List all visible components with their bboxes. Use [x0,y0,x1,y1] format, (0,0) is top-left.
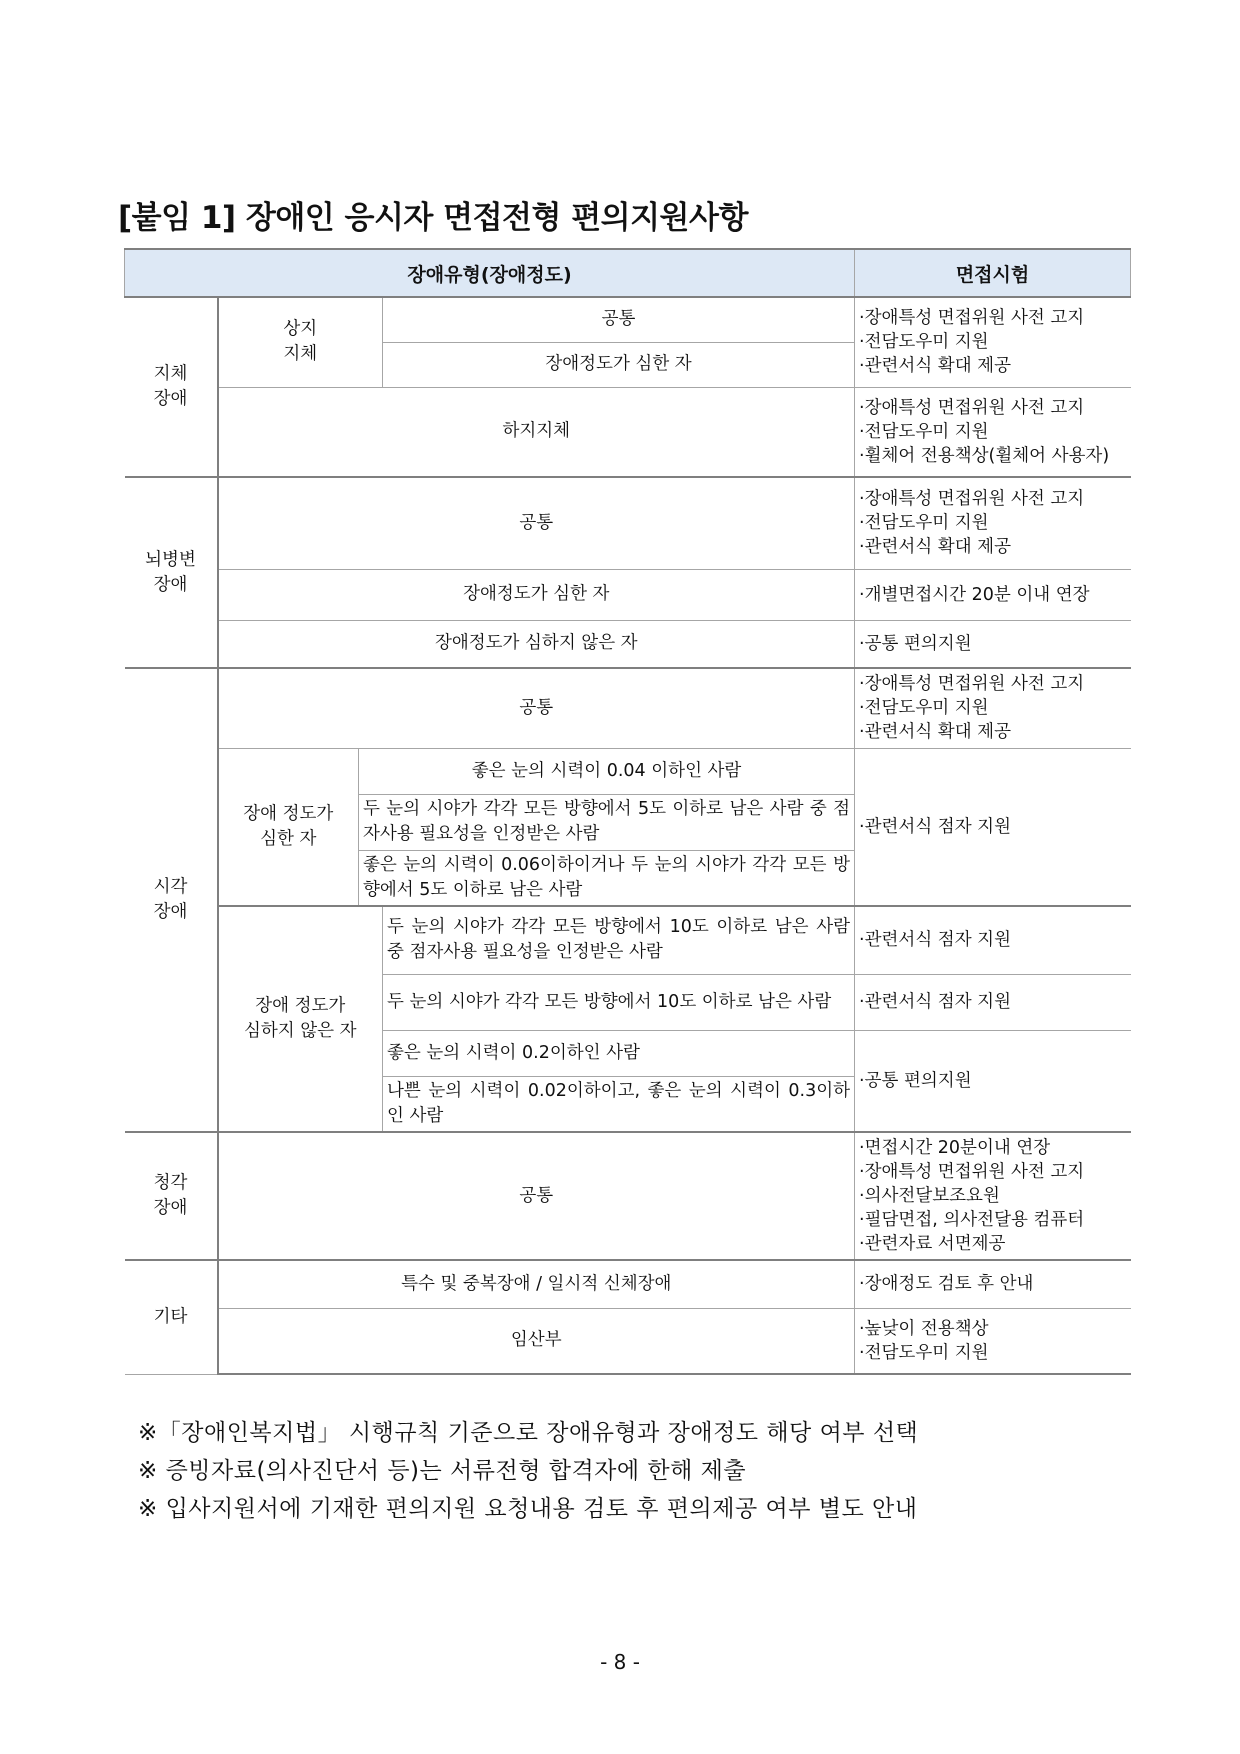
visual-mild-criterion-4: 나쁜 눈의 시력이 0.02이하이고, 좋은 눈의 시력이 0.3이하인 사람 [383,1076,855,1132]
visual-severe-support: ·관련서식 점자 지원 [855,748,1131,906]
visual-severe-criterion-2: 두 눈의 시야가 각각 모든 방향에서 5도 이하로 남은 사람 중 점자사용 필요성을 인정받은 사람 [359,794,855,850]
category-physical: 지체 장애 [125,297,218,477]
notes [138,1414,918,1528]
note-3: ※ 입사지원서에 기재한 편의지원 요청내용 검토 후 편의제공 여부 별도 안내 [138,1496,918,1522]
visual-mild-label: 장애 정도가 심하지 않은 자 [218,906,383,1132]
brain-mild-support: ·공통 편의지원 [855,620,1131,668]
brain-mild: 장애정도가 심하지 않은 자 [218,620,855,668]
brain-common-support: ·장애특성 면접위원 사전 고지 ·전담도우미 지원 ·관련서식 확대 제공 [855,477,1131,569]
support-table [124,248,1131,1375]
visual-mild-support-1: ·관련서식 점자 지원 [855,906,1131,974]
table-row [125,620,1131,668]
page-number: - 8 - [600,1650,640,1674]
upper-limb-severe: 장애정도가 심한 자 [383,342,855,387]
table-row [125,477,1131,569]
visual-mild-criterion-2: 두 눈의 시야가 각각 모든 방향에서 10도 이하로 남은 사람 [383,974,855,1030]
table-row [125,387,1131,477]
header-disability-type: 장애유형(장애정도) [125,249,855,297]
table-row [125,748,1131,794]
brain-severe: 장애정도가 심한 자 [218,569,855,620]
visual-severe-label: 장애 정도가 심한 자 [218,748,359,906]
category-hearing: 청각 장애 [125,1132,218,1260]
header-interview-support: 면접시험 [855,249,1131,297]
visual-common-support: ·장애특성 면접위원 사전 고지 ·전담도우미 지원 ·관련서식 확대 제공 [855,668,1131,748]
other-special: 특수 및 중복장애 / 일시적 신체장애 [218,1260,855,1308]
hearing-support: ·면접시간 20분이내 연장 ·장애특성 면접위원 사전 고지 ·의사전달보조요원 ·필담면접, 의사전달용 컴퓨터 ·관련자료 서면제공 [855,1132,1131,1260]
subcategory-lower-limb: 하지지체 [218,387,855,477]
lower-limb-support: ·장애특성 면접위원 사전 고지 ·전담도우미 지원 ·휠체어 전용책상(휠체어 사용자) [855,387,1131,477]
note-1: ※「장애인복지법」 시행규칙 기준으로 장애유형과 장애정도 해당 여부 선택 [138,1420,919,1446]
subcategory-upper-limb: 상지 지체 [218,297,383,387]
visual-mild-support-3: ·공통 편의지원 [855,1030,1131,1132]
visual-severe-criterion-3: 좋은 눈의 시력이 0.06이하이거나 두 눈의 시야가 각각 모든 방향에서 5도 이하로 남은 사람 [359,850,855,906]
visual-mild-criterion-1: 두 눈의 시야가 각각 모든 방향에서 10도 이하로 남은 사람 중 점자사용 필요성을 인정받은 사람 [383,906,855,974]
category-brain: 뇌병변 장애 [125,477,218,668]
table-row [125,569,1131,620]
upper-limb-common: 공통 [383,297,855,342]
category-other: 기타 [125,1260,218,1374]
hearing-common: 공통 [218,1132,855,1260]
visual-common: 공통 [218,668,855,748]
other-pregnant-support: ·높낮이 전용책상 ·전담도우미 지원 [855,1308,1131,1374]
visual-mild-support-2: ·관련서식 점자 지원 [855,974,1131,1030]
upper-limb-support: ·장애특성 면접위원 사전 고지 ·전담도우미 지원 ·관련서식 확대 제공 [855,297,1131,387]
brain-severe-support: ·개별면접시간 20분 이내 연장 [855,569,1131,620]
table-row [125,906,1131,974]
visual-mild-criterion-3: 좋은 눈의 시력이 0.2이하인 사람 [383,1030,855,1076]
category-visual: 시각 장애 [125,668,218,1132]
table-row [125,1308,1131,1374]
other-special-support: ·장애정도 검토 후 안내 [855,1260,1131,1308]
table-row [125,1132,1131,1260]
brain-common: 공통 [218,477,855,569]
table-row [125,1260,1131,1308]
table-header-row [125,249,1131,297]
note-2: ※ 증빙자료(의사진단서 등)는 서류전형 합격자에 한해 제출 [138,1458,747,1484]
table-row [125,297,1131,342]
visual-severe-criterion-1: 좋은 눈의 시력이 0.04 이하인 사람 [359,748,855,794]
table-row [125,668,1131,748]
support-table-container [124,248,1130,1375]
page-title: [붙임 1] 장애인 응시자 면접전형 편의지원사항 [118,200,748,236]
other-pregnant: 임산부 [218,1308,855,1374]
